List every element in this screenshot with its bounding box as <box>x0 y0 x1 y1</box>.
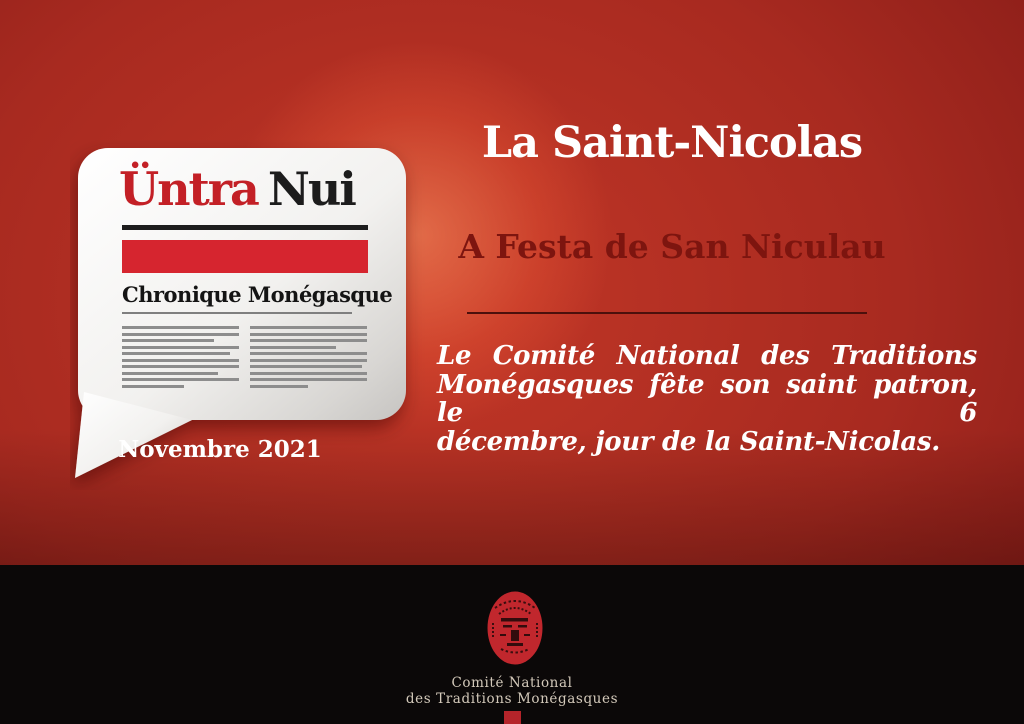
paragraph-line: décembre, jour de la Saint-Nicolas. <box>437 426 941 457</box>
page-title: La Saint-Nicolas <box>481 118 863 168</box>
paragraph-line: Le Comité National des Traditions <box>437 341 977 371</box>
fake-article-column-left <box>122 326 239 388</box>
footer-red-tab <box>504 711 521 724</box>
divider-line <box>467 312 867 314</box>
footer-org-line1: Comité National <box>451 675 573 691</box>
paragraph-line: Monégasques fête son saint patron, le 6 <box>437 369 977 428</box>
fake-article-column-right <box>250 326 367 388</box>
footer <box>0 565 1024 724</box>
footer-org-line2: des Traditions Monégasques <box>405 691 619 707</box>
untra-nui-logo <box>70 140 430 490</box>
subtitle: A Festa de San Niculau <box>458 227 886 266</box>
cntm-seal-icon <box>487 591 543 665</box>
tagline-rule <box>122 312 352 314</box>
logo-tagline: Chronique Monégasque <box>122 282 393 307</box>
masthead-word-nui: Nui <box>267 162 355 216</box>
masthead-rule <box>122 225 368 230</box>
masthead-word-untra: Üntra <box>119 162 258 216</box>
masthead-red-bar <box>122 240 368 273</box>
issue-date: Novembre 2021 <box>118 436 322 463</box>
intro-paragraph <box>437 342 977 456</box>
masthead <box>119 162 355 216</box>
